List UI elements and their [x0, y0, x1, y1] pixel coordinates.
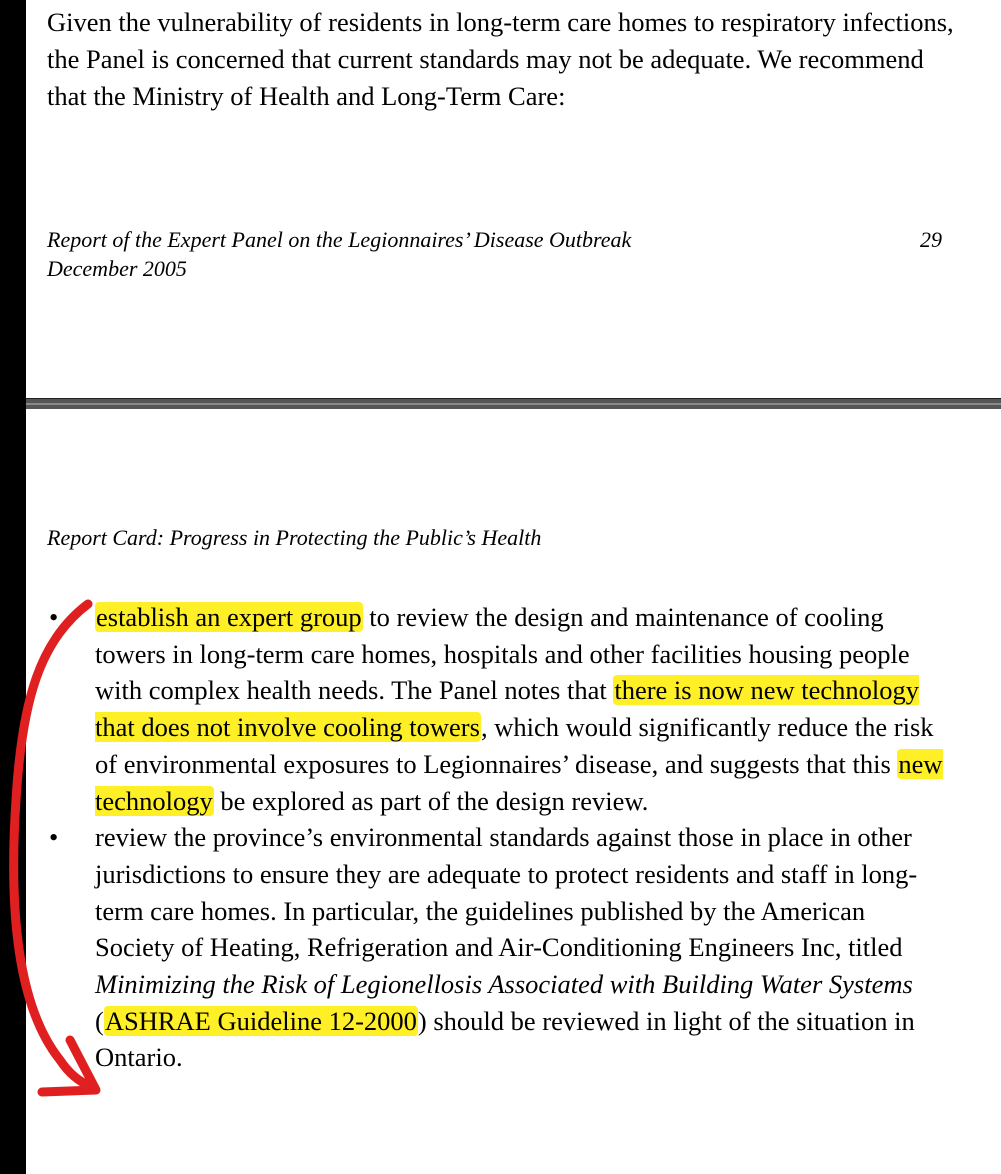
- highlighted-text: ASHRAE Guideline 12-2000: [104, 1005, 417, 1036]
- list-item: [0, 819, 945, 1076]
- page-footer: [47, 225, 942, 283]
- body-text: review the province’s environmental standards against those in place in other jurisdictions to ensure they are adequate to protect residents and staff in long-term care homes. In particular, the guidelines published by the American Society of Heating, Refrigeration and Air-Conditioning Engineers Inc, titled: [95, 822, 918, 963]
- footer-date: December 2005: [47, 256, 187, 281]
- intro-paragraph: Given the vulnerability of residents in long-term care homes to respiratory infections, the Panel is concerned that current standards may not be adequate. We recommend that the Ministry of Health and Long-Term Care:: [47, 7, 954, 111]
- guideline-title: Minimizing the Risk of Legionellosis Associated with Building Water Systems: [95, 969, 913, 1000]
- bullet-icon: •: [49, 822, 59, 853]
- recommendation-list: [0, 599, 1001, 1076]
- highlighted-text: new technology: [95, 748, 943, 816]
- list-item: [0, 599, 945, 819]
- footer-report-title: Report of the Expert Panel on the Legionnaires’ Disease Outbreak: [47, 227, 632, 252]
- highlighted-text: establish an expert group: [96, 602, 362, 632]
- body-text: , which would significantly reduce the risk of environmental exposures to Legionnaires’ disease, and suggests that this: [95, 712, 934, 779]
- body-text: ) should be reviewed in light of the situation in Ontario.: [95, 1005, 915, 1073]
- body-text: to review the design and maintenance of cooling towers in long-term care homes, hospitals and other facilities housing people with complex health needs. The Panel notes that: [95, 602, 910, 706]
- body-text: (: [95, 1005, 104, 1036]
- page-number: 29: [920, 227, 942, 252]
- body-text: be explored as part of the design review.: [213, 785, 649, 816]
- bullet-icon: •: [49, 602, 59, 632]
- highlighted-text: there is now new technology that does not involve cooling towers: [95, 675, 920, 743]
- running-header: Report Card: Progress in Protecting the Public’s Health: [47, 525, 542, 550]
- page-divider: [26, 398, 1001, 409]
